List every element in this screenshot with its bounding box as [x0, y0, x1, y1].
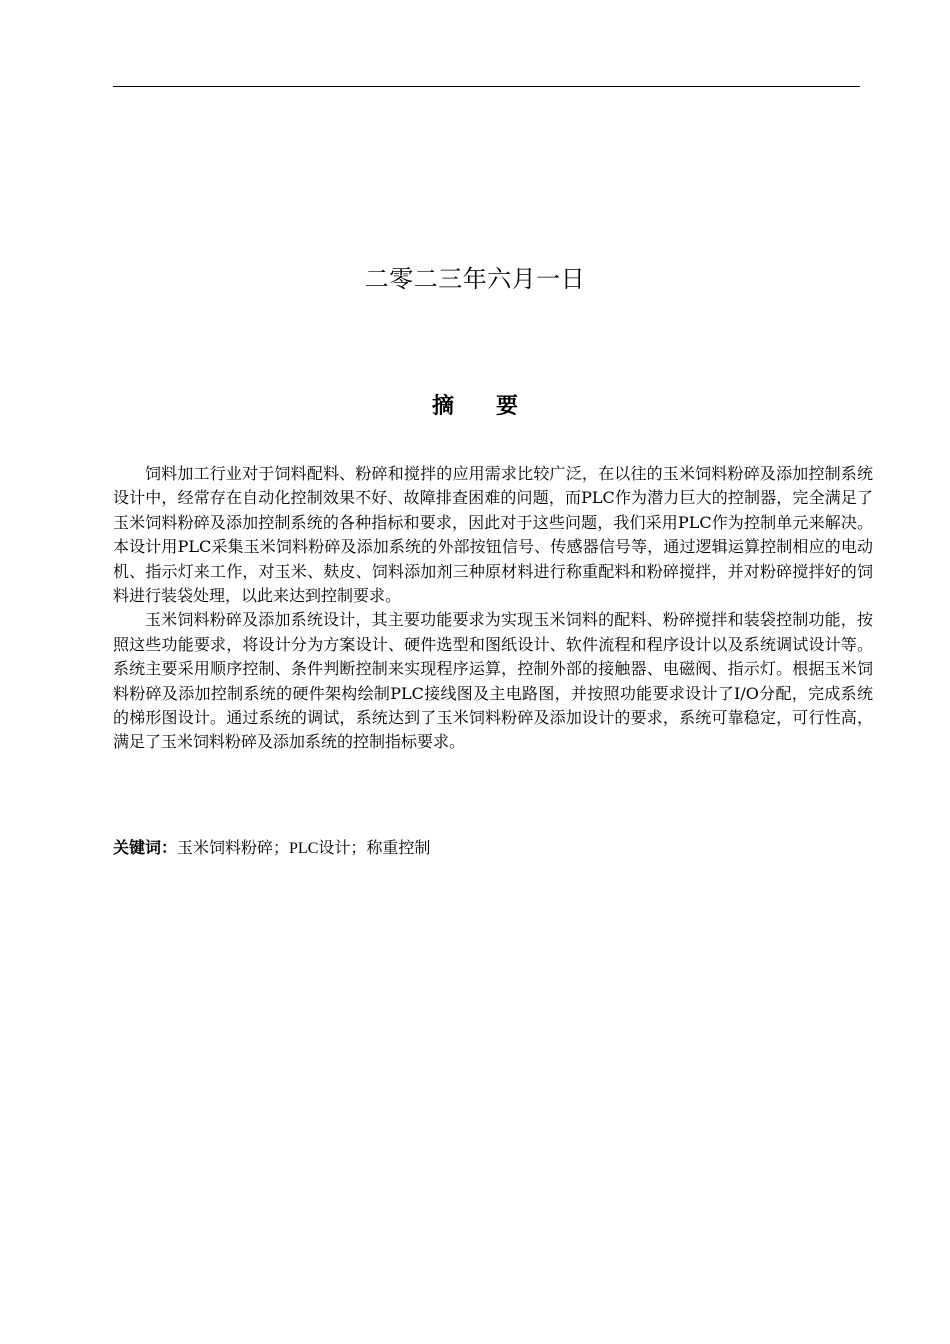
- abstract-paragraph-1: 饲料加工行业对于饲料配料、粉碎和搅拌的应用需求比较广泛，在以往的玉米饲料粉碎及添加控制系统设计中，经常存在自动化控制效果不好、故障排查困难的问题，而PLC作为潜力巨大的控制器，完全满足了玉米饲料粉碎及添加控制系统的各种指标和要求，因此对于这些问题，我们采用PLC作为控制单元来解决。本设计用PLC采集玉米饲料粉碎及添加系统的外部按钮信号、传感器信号等，通过逻辑运算控制相应的电动机、指示灯来工作，对玉米、麸皮、饲料添加剂三种原材料进行称重配料和粉碎搅拌，并对粉碎搅拌好的饲料进行装袋处理，以此来达到控制要求。: [113, 464, 873, 606]
- header-rule: [113, 86, 860, 87]
- document-date: 二零二三年六月一日: [364, 265, 586, 293]
- keywords-label: 关键词：: [113, 838, 178, 857]
- keywords-line: [113, 836, 873, 861]
- abstract-heading-char-1: 摘: [431, 394, 454, 419]
- abstract-heading-char-2: 要: [496, 394, 519, 419]
- abstract-body: [113, 462, 873, 755]
- abstract-paragraph-2: 玉米饲料粉碎及添加系统设计，其主要功能要求为实现玉米饲料的配料、粉碎搅拌和装袋控制功能，按照这些功能要求，将设计分为方案设计、硬件选型和图纸设计、软件流程和程序设计以及系统调试设计等。系统主要采用顺序控制、条件判断控制来实现程序运算，控制外部的接触器、电磁阀、指示灯。根据玉米饲料粉碎及添加控制系统的硬件架构绘制PLC接线图及主电路图，并按照功能要求设计了I/O分配，完成系统的梯形图设计。通过系统的调试，系统达到了玉米饲料粉碎及添加设计的要求，系统可靠稳定，可行性高，满足了玉米饲料粉碎及添加系统的控制指标要求。: [113, 610, 873, 752]
- abstract-heading: [0, 392, 950, 422]
- keywords-value: 玉米饲料粉碎；PLC设计；称重控制: [177, 840, 431, 857]
